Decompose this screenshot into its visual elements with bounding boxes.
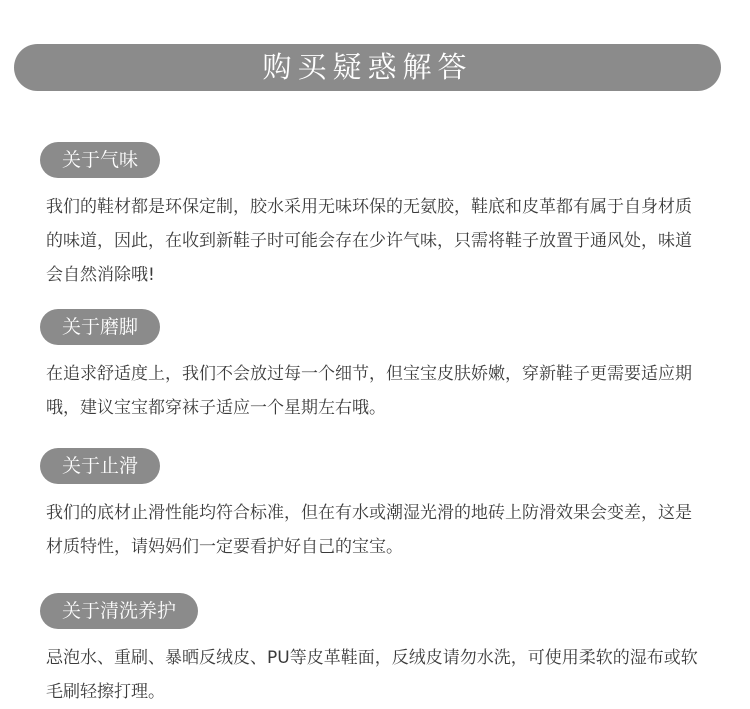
section-heading-anti-slip: 关于止滑 (40, 448, 160, 484)
section-text-chafing: 在追求舒适度上，我们不会放过每一个细节，但宝宝皮肤娇嫩，穿新鞋子更需要适应期哦，建议宝宝都穿袜子适应一个星期左右哦。 (46, 364, 692, 418)
faq-section-smell (40, 142, 710, 292)
section-text-cleaning: 忌泡水、重刷、暴晒反绒皮、PU等皮革鞋面，反绒皮请勿水洗，可使用柔软的湿布或软毛刷轻擦打理。 (46, 648, 698, 702)
faq-section-chafing (40, 309, 710, 425)
faq-section-anti-slip (40, 448, 710, 564)
page-banner (14, 44, 721, 91)
section-heading-cleaning: 关于清洗养护 (40, 593, 198, 629)
section-heading-chafing: 关于磨脚 (40, 309, 160, 345)
section-text-smell: 我们的鞋材都是环保定制，胶水采用无味环保的无氨胶，鞋底和皮革都有属于自身材质的味道，因此，在收到新鞋子时可能会存在少许气味，只需将鞋子放置于通风处，味道会自然消除哦! (46, 197, 692, 285)
page-title: 购买疑惑解答 (262, 50, 473, 84)
section-text-anti-slip: 我们的底材止滑性能均符合标准，但在有水或潮湿光滑的地砖上防滑效果会变差，这是材质特性，请妈妈们一定要看护好自己的宝宝。 (46, 503, 692, 557)
section-heading-smell: 关于气味 (40, 142, 160, 178)
